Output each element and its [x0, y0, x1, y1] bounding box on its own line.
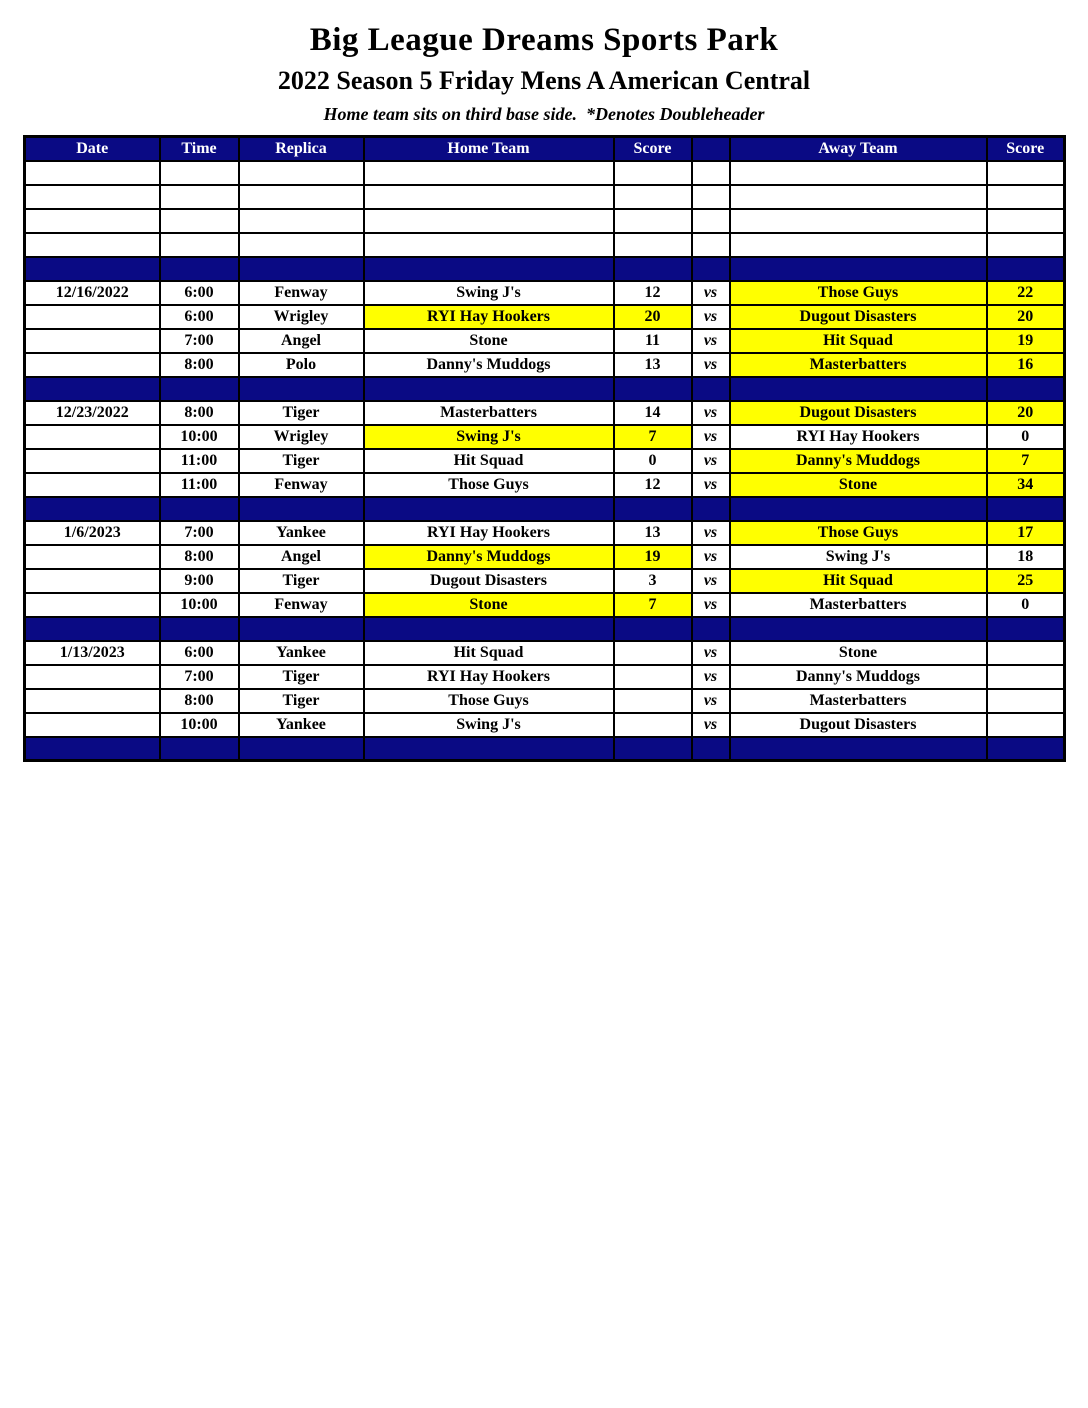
away-score-cell: 19: [987, 329, 1065, 353]
time-cell: 6:00: [160, 281, 239, 305]
column-header-vs: [692, 137, 730, 161]
replica-cell: [239, 161, 364, 185]
replica-cell: Fenway: [239, 281, 364, 305]
home-score-cell: 19: [614, 545, 692, 569]
separator-row: [25, 377, 1065, 401]
time-cell: 8:00: [160, 545, 239, 569]
away-score-cell: 22: [987, 281, 1065, 305]
home-team-cell: Swing J's: [364, 713, 614, 737]
replica-cell: Tiger: [239, 689, 364, 713]
away-team-cell: Masterbatters: [730, 353, 987, 377]
time-cell: 8:00: [160, 689, 239, 713]
away-team-cell: [730, 377, 987, 401]
vs-cell: vs: [692, 281, 730, 305]
date-cell: [25, 713, 160, 737]
date-cell: [25, 737, 160, 761]
home-score-cell: 12: [614, 281, 692, 305]
away-score-cell: [987, 737, 1065, 761]
home-team-cell: [364, 617, 614, 641]
away-team-cell: Stone: [730, 473, 987, 497]
home-team-cell: RYI Hay Hookers: [364, 521, 614, 545]
away-score-cell: 25: [987, 569, 1065, 593]
away-team-cell: Masterbatters: [730, 593, 987, 617]
column-header-date: Date: [25, 137, 160, 161]
empty-row: [25, 161, 1065, 185]
away-score-cell: 18: [987, 545, 1065, 569]
vs-cell: [692, 233, 730, 257]
date-cell: [25, 497, 160, 521]
away-score-cell: [987, 185, 1065, 209]
game-row: [25, 689, 1065, 713]
date-cell: [25, 593, 160, 617]
replica-cell: Yankee: [239, 641, 364, 665]
page-note: Home team sits on third base side. *Denotes Doubleheader: [323, 104, 765, 124]
home-score-cell: [614, 713, 692, 737]
away-score-cell: [987, 713, 1065, 737]
home-team-cell: Stone: [364, 329, 614, 353]
date-cell: [25, 689, 160, 713]
home-team-cell: Swing J's: [364, 281, 614, 305]
home-team-cell: Masterbatters: [364, 401, 614, 425]
game-row: [25, 473, 1065, 497]
away-score-cell: 0: [987, 593, 1065, 617]
away-score-cell: [987, 641, 1065, 665]
game-row: [25, 305, 1065, 329]
vs-cell: vs: [692, 353, 730, 377]
away-team-cell: Those Guys: [730, 281, 987, 305]
home-team-cell: RYI Hay Hookers: [364, 305, 614, 329]
vs-cell: [692, 257, 730, 281]
home-team-cell: [364, 257, 614, 281]
away-team-cell: Those Guys: [730, 521, 987, 545]
column-header-home-team: Home Team: [364, 137, 614, 161]
replica-cell: Fenway: [239, 593, 364, 617]
game-row: [25, 353, 1065, 377]
vs-cell: vs: [692, 521, 730, 545]
vs-cell: vs: [692, 329, 730, 353]
home-team-cell: [364, 737, 614, 761]
empty-row: [25, 233, 1065, 257]
home-score-cell: [614, 737, 692, 761]
date-cell: [25, 329, 160, 353]
separator-row: [25, 737, 1065, 761]
separator-row: [25, 497, 1065, 521]
time-cell: 6:00: [160, 641, 239, 665]
game-row: [25, 545, 1065, 569]
time-cell: [160, 185, 239, 209]
replica-cell: [239, 233, 364, 257]
date-cell: [25, 449, 160, 473]
column-header-replica: Replica: [239, 137, 364, 161]
replica-cell: [239, 737, 364, 761]
replica-cell: Wrigley: [239, 305, 364, 329]
vs-cell: vs: [692, 425, 730, 449]
empty-row: [25, 185, 1065, 209]
replica-cell: Angel: [239, 545, 364, 569]
vs-cell: vs: [692, 713, 730, 737]
away-score-cell: [987, 161, 1065, 185]
replica-cell: Yankee: [239, 521, 364, 545]
away-score-cell: [987, 497, 1065, 521]
home-score-cell: 7: [614, 425, 692, 449]
date-cell: [25, 209, 160, 233]
time-cell: [160, 377, 239, 401]
date-cell: [25, 425, 160, 449]
away-team-cell: Danny's Muddogs: [730, 665, 987, 689]
away-team-cell: [730, 161, 987, 185]
schedule-table: [23, 135, 1066, 762]
home-score-cell: [614, 161, 692, 185]
home-team-cell: [364, 185, 614, 209]
replica-cell: Wrigley: [239, 425, 364, 449]
date-cell: [25, 665, 160, 689]
home-team-cell: Stone: [364, 593, 614, 617]
home-team-cell: Those Guys: [364, 689, 614, 713]
home-team-cell: Hit Squad: [364, 641, 614, 665]
home-score-cell: [614, 257, 692, 281]
home-score-cell: 12: [614, 473, 692, 497]
date-cell: [25, 545, 160, 569]
home-team-cell: [364, 209, 614, 233]
vs-cell: [692, 185, 730, 209]
replica-cell: Tiger: [239, 449, 364, 473]
time-cell: [160, 737, 239, 761]
away-score-cell: 7: [987, 449, 1065, 473]
game-row: [25, 521, 1065, 545]
away-team-cell: [730, 497, 987, 521]
vs-cell: vs: [692, 689, 730, 713]
vs-cell: [692, 497, 730, 521]
game-row: [25, 641, 1065, 665]
home-score-cell: [614, 689, 692, 713]
away-team-cell: Hit Squad: [730, 569, 987, 593]
column-header-away-team: Away Team: [730, 137, 987, 161]
time-cell: 11:00: [160, 473, 239, 497]
home-team-cell: Those Guys: [364, 473, 614, 497]
game-row: [25, 425, 1065, 449]
time-cell: 6:00: [160, 305, 239, 329]
home-score-cell: 13: [614, 521, 692, 545]
away-team-cell: [730, 233, 987, 257]
home-score-cell: 0: [614, 449, 692, 473]
date-cell: [25, 305, 160, 329]
home-team-cell: Dugout Disasters: [364, 569, 614, 593]
page-subtitle: 2022 Season 5 Friday Mens A American Central: [277, 66, 811, 95]
home-score-cell: [614, 665, 692, 689]
replica-cell: Yankee: [239, 713, 364, 737]
page-title: Big League Dreams Sports Park: [309, 22, 779, 58]
vs-cell: vs: [692, 449, 730, 473]
away-team-cell: [730, 617, 987, 641]
away-team-cell: RYI Hay Hookers: [730, 425, 987, 449]
game-row: [25, 665, 1065, 689]
empty-row: [25, 209, 1065, 233]
time-cell: [160, 161, 239, 185]
date-cell: 1/6/2023: [25, 521, 160, 545]
replica-cell: [239, 377, 364, 401]
home-score-cell: [614, 617, 692, 641]
away-team-cell: Dugout Disasters: [730, 401, 987, 425]
away-score-cell: [987, 689, 1065, 713]
date-cell: [25, 617, 160, 641]
replica-cell: [239, 209, 364, 233]
replica-cell: Tiger: [239, 401, 364, 425]
away-score-cell: [987, 209, 1065, 233]
game-row: [25, 593, 1065, 617]
column-header-time: Time: [160, 137, 239, 161]
away-team-cell: Danny's Muddogs: [730, 449, 987, 473]
vs-cell: vs: [692, 641, 730, 665]
away-score-cell: [987, 233, 1065, 257]
home-score-cell: 13: [614, 353, 692, 377]
home-score-cell: 3: [614, 569, 692, 593]
replica-cell: Tiger: [239, 569, 364, 593]
away-score-cell: [987, 377, 1065, 401]
home-team-cell: Danny's Muddogs: [364, 353, 614, 377]
replica-cell: [239, 617, 364, 641]
time-cell: 7:00: [160, 521, 239, 545]
header-row: [25, 137, 1065, 161]
vs-cell: vs: [692, 473, 730, 497]
column-header-away-score: Score: [987, 137, 1065, 161]
time-cell: 7:00: [160, 665, 239, 689]
game-row: [25, 401, 1065, 425]
vs-cell: vs: [692, 665, 730, 689]
vs-cell: vs: [692, 305, 730, 329]
column-header-home-score: Score: [614, 137, 692, 161]
away-team-cell: Swing J's: [730, 545, 987, 569]
away-team-cell: Dugout Disasters: [730, 713, 987, 737]
game-row: [25, 713, 1065, 737]
date-cell: 12/16/2022: [25, 281, 160, 305]
away-score-cell: [987, 617, 1065, 641]
date-cell: [25, 353, 160, 377]
vs-cell: vs: [692, 569, 730, 593]
home-score-cell: 7: [614, 593, 692, 617]
away-score-cell: 16: [987, 353, 1065, 377]
time-cell: [160, 617, 239, 641]
home-score-cell: 20: [614, 305, 692, 329]
away-team-cell: [730, 209, 987, 233]
vs-cell: [692, 161, 730, 185]
time-cell: 11:00: [160, 449, 239, 473]
vs-cell: vs: [692, 545, 730, 569]
vs-cell: [692, 209, 730, 233]
away-score-cell: 20: [987, 305, 1065, 329]
home-score-cell: [614, 641, 692, 665]
home-team-cell: [364, 233, 614, 257]
home-team-cell: Hit Squad: [364, 449, 614, 473]
vs-cell: [692, 617, 730, 641]
home-score-cell: [614, 497, 692, 521]
game-row: [25, 329, 1065, 353]
away-team-cell: [730, 185, 987, 209]
away-team-cell: Hit Squad: [730, 329, 987, 353]
time-cell: 7:00: [160, 329, 239, 353]
home-team-cell: RYI Hay Hookers: [364, 665, 614, 689]
time-cell: 9:00: [160, 569, 239, 593]
away-score-cell: 20: [987, 401, 1065, 425]
away-team-cell: [730, 737, 987, 761]
vs-cell: [692, 737, 730, 761]
date-cell: [25, 161, 160, 185]
schedule-body: [25, 161, 1065, 761]
replica-cell: [239, 185, 364, 209]
game-row: [25, 569, 1065, 593]
game-row: [25, 449, 1065, 473]
replica-cell: [239, 257, 364, 281]
home-score-cell: [614, 209, 692, 233]
replica-cell: Angel: [239, 329, 364, 353]
home-team-cell: [364, 497, 614, 521]
vs-cell: [692, 377, 730, 401]
replica-cell: Polo: [239, 353, 364, 377]
home-score-cell: [614, 185, 692, 209]
home-team-cell: [364, 161, 614, 185]
home-score-cell: 11: [614, 329, 692, 353]
game-row: [25, 281, 1065, 305]
time-cell: [160, 233, 239, 257]
home-team-cell: Danny's Muddogs: [364, 545, 614, 569]
home-score-cell: [614, 233, 692, 257]
vs-cell: vs: [692, 401, 730, 425]
date-cell: [25, 473, 160, 497]
date-cell: 12/23/2022: [25, 401, 160, 425]
date-cell: 1/13/2023: [25, 641, 160, 665]
away-score-cell: 0: [987, 425, 1065, 449]
vs-cell: vs: [692, 593, 730, 617]
date-cell: [25, 257, 160, 281]
time-cell: [160, 497, 239, 521]
away-score-cell: [987, 665, 1065, 689]
home-team-cell: [364, 377, 614, 401]
time-cell: [160, 257, 239, 281]
home-team-cell: Swing J's: [364, 425, 614, 449]
date-cell: [25, 377, 160, 401]
away-team-cell: Dugout Disasters: [730, 305, 987, 329]
separator-row: [25, 257, 1065, 281]
away-team-cell: Stone: [730, 641, 987, 665]
time-cell: 8:00: [160, 401, 239, 425]
time-cell: 8:00: [160, 353, 239, 377]
home-score-cell: 14: [614, 401, 692, 425]
away-score-cell: 17: [987, 521, 1065, 545]
home-score-cell: [614, 377, 692, 401]
away-score-cell: 34: [987, 473, 1065, 497]
time-cell: [160, 209, 239, 233]
away-team-cell: [730, 257, 987, 281]
replica-cell: [239, 497, 364, 521]
date-cell: [25, 185, 160, 209]
time-cell: 10:00: [160, 713, 239, 737]
date-cell: [25, 233, 160, 257]
separator-row: [25, 617, 1065, 641]
time-cell: 10:00: [160, 425, 239, 449]
time-cell: 10:00: [160, 593, 239, 617]
away-team-cell: Masterbatters: [730, 689, 987, 713]
replica-cell: Tiger: [239, 665, 364, 689]
away-score-cell: [987, 257, 1065, 281]
date-cell: [25, 569, 160, 593]
replica-cell: Fenway: [239, 473, 364, 497]
